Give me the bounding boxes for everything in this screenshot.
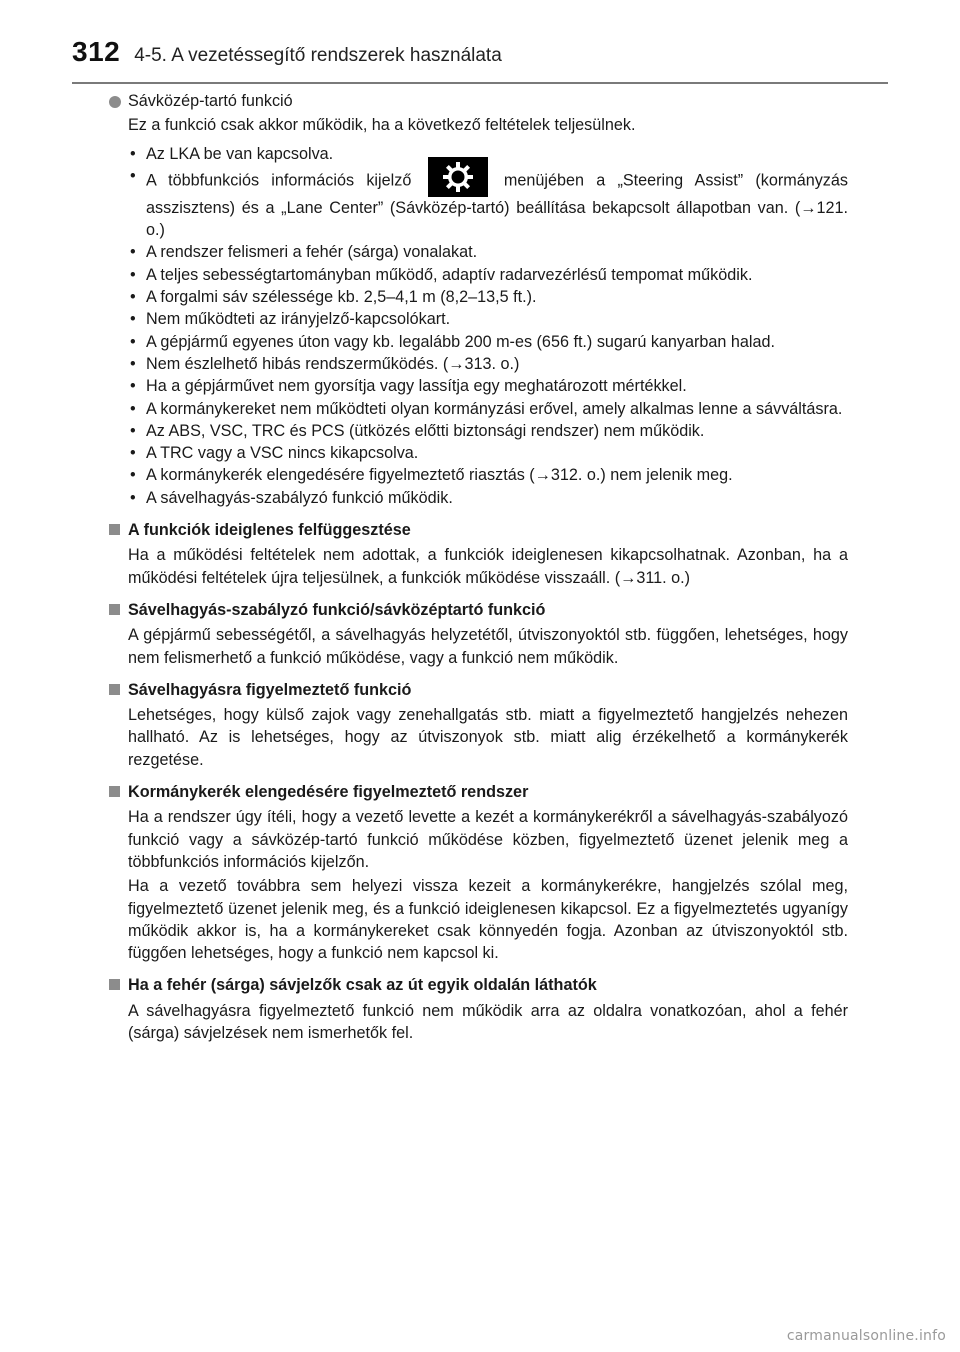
list-item: • Nem észlelhető hibás rendszerműködés. (→313. o.) <box>130 354 520 373</box>
list-item: • Ha a gépjárművet nem gyorsítja vagy lassítja egy meghatározott mértékkel. <box>130 377 687 396</box>
circle-bullet-icon <box>109 96 121 108</box>
square-bullet-icon <box>109 786 120 797</box>
section-heading-suspension: A funkciók ideiglenes felfüggesztése <box>108 519 848 541</box>
square-bullet-icon <box>109 524 120 535</box>
section-heading-hands-off: Kormánykerék elengedésére figyelmeztető rendszer <box>108 781 848 803</box>
list-item: • A gépjármű egyenes úton vagy kb. legalább 200 m-es (656 ft.) sugarú kanyarban halad. <box>130 332 776 351</box>
section-heading-lane-functions: Sávelhagyás-szabályzó funkció/sávközéptartó funkció <box>108 599 848 621</box>
square-bullet-icon <box>109 684 120 695</box>
list-item: • A TRC vagy a VSC nincs kikapcsolva. <box>130 444 419 463</box>
section-heading-departure-alert: Sávelhagyásra figyelmeztető funkció <box>108 679 848 701</box>
list-item: • Az LKA be van kapcsolva. <box>130 144 334 163</box>
list-item: • A forgalmi sáv szélessége kb. 2,5–4,1 m (8,2–13,5 ft.). <box>130 288 537 307</box>
section-heading-one-side-markings: Ha a fehér (sárga) sávjelzők csak az út egyik oldalán láthatók <box>108 974 848 996</box>
page-number: 312 <box>72 36 121 67</box>
lane-center-title-text: Sávközép-tartó funkció <box>128 92 293 110</box>
list-item: • A sávelhagyás-szabályzó funkció működik. <box>130 488 453 507</box>
lane-center-conditions <box>108 143 848 509</box>
list-item: • A kormánykereket nem működteti olyan kormányzási erővel, amely alkalmas lenne a sávváltásra. <box>130 399 843 418</box>
header-rule <box>72 82 888 84</box>
list-item: • Nem működteti az irányjelző-kapcsolókart. <box>130 310 451 329</box>
lane-center-title <box>108 90 848 112</box>
section-body-departure-alert: Lehetséges, hogy külső zajok vagy zenehallgatás stb. miatt a figyelmeztető hangjelzés nehezen hallható. Az is lehetséges, hogy az útviszonyok stb. miatt alig érzékelhető a kormánykerék rezgetése. <box>128 706 848 769</box>
list-item: • A rendszer felismeri a fehér (sárga) vonalakat. <box>130 243 478 262</box>
square-bullet-icon <box>109 604 120 615</box>
section-title: 4-5. A vezetéssegítő rendszerek használata <box>134 45 502 66</box>
section-body-lane-functions: A gépjármű sebességétől, a sávelhagyás helyzetétől, útviszonyoktól stb. függően, lehetséges, hogy nem felismerhető a funkció működése, vagy a funkció nem működik. <box>128 626 848 667</box>
lane-center-intro: Ez a funkció csak akkor működik, ha a következő feltételek teljesülnek. <box>128 116 636 135</box>
gear-icon <box>428 157 488 197</box>
list-item: • A kormánykerék elengedésére figyelmeztető riasztás (→312. o.) nem jelenik meg. <box>130 466 733 485</box>
section-body-one-side-markings: A sávelhagyásra figyelmeztető funkció nem működik arra az oldalra vonatkozóan, ahol a fehér (sárga) sávjelzések nem ismerhetők fel. <box>128 1001 848 1042</box>
list-item: • A többfunkciós információs kijelző menüjében a „Steering Assist” (kormányzás asszisztens) és a „Lane Center” (Sávközép-tartó) beállítása bekapcsolt állapotban van. (→121. o.) <box>128 165 848 242</box>
list-item: • Az ABS, VSC, TRC és PCS (ütközés előtti biztonsági rendszer) nem működik. <box>130 421 705 440</box>
section-body-hands-off-2: Ha a vezető továbbra sem helyezi vissza kezeit a kormánykerékre, hangjelzés szólal meg, figyelmeztető üzenet jelenik meg, és a funkció ideiglenesen kikapcsol. Ez a figyelmeztetés ugyanígy működik akkor is, ha a kormánykereket csak könnyedén fogja. Azonban az útviszonyoktól stb. függően lehetséges, hogy a funkció nem kapcsol ki. <box>128 877 848 963</box>
list-item: • A teljes sebességtartományban működő, adaptív radarvezérlésű tempomat működik. <box>130 265 753 284</box>
watermark: carmanualsonline.info <box>786 1328 946 1344</box>
page-content <box>108 90 848 1050</box>
section-body-suspension: Ha a működési feltételek nem adottak, a funkciók ideiglenesen kikapcsolhatnak. Azonban, ha a működési feltételek újra teljesülnek, a funkciók működése visszaáll. (→311. o.) <box>128 546 848 587</box>
section-body-hands-off: Ha a rendszer úgy ítéli, hogy a vezető levette a kezét a kormánykerékről a sávelhagyás-szabályozó funkció vagy a sávközép-tartó funkció működése közben, figyelmeztető üzenet jelenik meg a többfunkciós információs kijelzőn. <box>128 808 848 871</box>
square-bullet-icon <box>109 979 120 990</box>
page-header <box>72 36 502 68</box>
